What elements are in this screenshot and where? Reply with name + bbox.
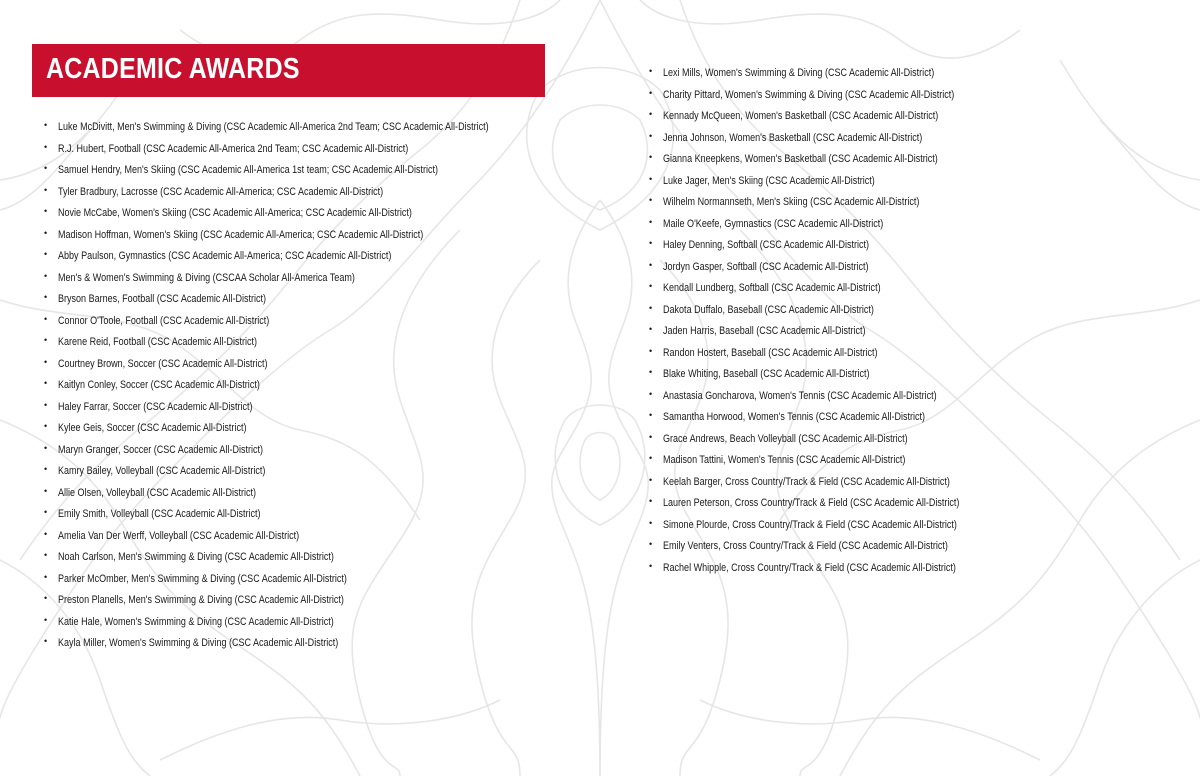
award-list-item bbox=[649, 470, 1024, 492]
awards-list-left-column bbox=[44, 115, 583, 653]
award-entry-text: Kamry Bailey, Volleyball (CSC Academic All-District) bbox=[58, 465, 266, 477]
bullet-icon: • bbox=[44, 399, 48, 410]
award-list-item bbox=[44, 223, 583, 245]
bullet-icon: • bbox=[649, 66, 653, 76]
award-list-item bbox=[649, 362, 1024, 384]
award-list-item bbox=[649, 169, 1024, 191]
award-list-item bbox=[649, 427, 1024, 449]
award-entry-text: Wilhelm Normannseth, Men's Skiing (CSC Academic All-District) bbox=[663, 196, 920, 208]
bullet-icon: • bbox=[649, 367, 653, 377]
award-list-item bbox=[649, 448, 1024, 470]
award-entry-text: Courtney Brown, Soccer (CSC Academic All-District) bbox=[58, 357, 268, 370]
bullet-icon: • bbox=[649, 302, 653, 313]
award-list-item bbox=[44, 352, 583, 374]
bullet-icon: • bbox=[649, 130, 653, 141]
award-list-item bbox=[44, 502, 583, 524]
award-list-item bbox=[44, 395, 583, 417]
bullet-icon: • bbox=[649, 324, 653, 334]
award-list-item bbox=[649, 513, 1024, 535]
award-list-item bbox=[649, 341, 1024, 363]
bullet-icon: • bbox=[649, 539, 653, 549]
bullet-icon: • bbox=[649, 109, 653, 119]
award-list-item bbox=[649, 491, 1024, 513]
award-entry-text: Noah Carlson, Men's Swimming & Diving (CSC Academic All-District) bbox=[58, 551, 334, 563]
bullet-icon: • bbox=[649, 87, 653, 98]
award-entry-text: Maryn Granger, Soccer (CSC Academic All-District) bbox=[58, 443, 264, 456]
bullet-icon: • bbox=[44, 141, 48, 152]
award-entry-text: Madison Tattini, Women's Tennis (CSC Academic All-District) bbox=[663, 454, 906, 466]
award-entry-text: Abby Paulson, Gymnastics (CSC Academic All-America; CSC Academic All-District) bbox=[58, 250, 392, 262]
award-entry-text: Samuel Hendry, Men's Skiing (CSC Academic All-America 1st team; CSC Academic All-District) bbox=[58, 164, 439, 176]
bullet-icon: • bbox=[44, 313, 48, 324]
award-entry-text: Kaitlyn Conley, Soccer (CSC Academic All-District) bbox=[58, 379, 260, 391]
award-entry-text: Jaden Harris, Baseball (CSC Academic All-District) bbox=[663, 325, 866, 337]
award-entry-text: Emily Smith, Volleyball (CSC Academic All-District) bbox=[58, 508, 261, 520]
award-entry-text: Keelah Barger, Cross Country/Track & Field (CSC Academic All-District) bbox=[663, 475, 950, 488]
bullet-icon: • bbox=[44, 120, 48, 130]
bullet-icon: • bbox=[44, 614, 48, 625]
award-entry-text: Rachel Whipple, Cross Country/Track & Field (CSC Academic All-District) bbox=[663, 561, 956, 574]
award-list-item bbox=[44, 416, 583, 438]
bullet-icon: • bbox=[649, 238, 653, 248]
award-list-item bbox=[44, 524, 583, 546]
bullet-icon: • bbox=[44, 184, 48, 195]
award-list-item bbox=[44, 201, 583, 223]
bullet-icon: • bbox=[44, 356, 48, 367]
bullet-icon: • bbox=[44, 292, 48, 302]
award-list-item bbox=[649, 104, 1024, 126]
award-entry-text: Katie Hale, Women's Swimming & Diving (CSC Academic All-District) bbox=[58, 615, 334, 628]
award-list-item bbox=[649, 190, 1024, 212]
award-entry-text: Preston Planells, Men's Swimming & Diving (CSC Academic All-District) bbox=[58, 594, 344, 606]
bullet-icon: • bbox=[649, 453, 653, 463]
award-list-item bbox=[44, 287, 583, 309]
award-list-item bbox=[44, 567, 583, 589]
award-list-item bbox=[649, 83, 1024, 105]
award-entry-text: Grace Andrews, Beach Volleyball (CSC Academic All-District) bbox=[663, 432, 908, 445]
award-entry-text: Bryson Barnes, Football (CSC Academic All-District) bbox=[58, 293, 267, 305]
award-entry-text: Allie Olsen, Volleyball (CSC Academic All-District) bbox=[58, 486, 257, 499]
bullet-icon: • bbox=[649, 410, 653, 420]
award-list-item bbox=[44, 373, 583, 395]
award-list-item bbox=[44, 459, 583, 481]
award-list-item bbox=[649, 233, 1024, 255]
award-entry-text: Kendall Lundberg, Softball (CSC Academic All-District) bbox=[663, 282, 881, 294]
award-entry-text: R.J. Hubert, Football (CSC Academic All-America 2nd Team; CSC Academic All-District) bbox=[58, 142, 409, 155]
bullet-icon: • bbox=[649, 259, 653, 270]
award-entry-text: Blake Whiting, Baseball (CSC Academic All-District) bbox=[663, 368, 870, 380]
bullet-icon: • bbox=[44, 571, 48, 582]
award-list-item bbox=[649, 212, 1024, 234]
award-entry-text: Amelia Van Der Werff, Volleyball (CSC Academic All-District) bbox=[58, 529, 300, 542]
bullet-icon: • bbox=[649, 474, 653, 485]
award-entry-text: Kennady McQueen, Women's Basketball (CSC Academic All-District) bbox=[663, 110, 939, 122]
award-list-item bbox=[649, 534, 1024, 556]
award-list-item bbox=[44, 631, 583, 653]
award-entry-text: Randon Hostert, Baseball (CSC Academic All-District) bbox=[663, 346, 878, 359]
title-banner bbox=[32, 44, 545, 97]
bullet-icon: • bbox=[649, 152, 653, 162]
bullet-icon: • bbox=[44, 593, 48, 603]
award-list-item bbox=[44, 610, 583, 632]
bullet-icon: • bbox=[44, 270, 48, 281]
bullet-icon: • bbox=[44, 442, 48, 453]
award-entry-text: Parker McOmber, Men's Swimming & Diving (CSC Academic All-District) bbox=[58, 572, 347, 585]
award-list-item bbox=[44, 438, 583, 460]
bullet-icon: • bbox=[44, 636, 48, 646]
award-list-item bbox=[44, 545, 583, 567]
bullet-icon: • bbox=[44, 206, 48, 216]
awards-list-right-column bbox=[649, 61, 1024, 577]
award-list-item bbox=[649, 126, 1024, 148]
award-entry-text: Simone Plourde, Cross Country/Track & Field (CSC Academic All-District) bbox=[663, 518, 957, 531]
award-entry-text: Haley Farrar, Soccer (CSC Academic All-District) bbox=[58, 400, 253, 413]
bullet-icon: • bbox=[649, 281, 653, 291]
bullet-icon: • bbox=[44, 163, 48, 173]
award-entry-text: Samantha Horwood, Women's Tennis (CSC Academic All-District) bbox=[663, 411, 926, 423]
bullet-icon: • bbox=[649, 431, 653, 442]
bullet-icon: • bbox=[44, 378, 48, 388]
bullet-icon: • bbox=[649, 560, 653, 571]
award-list-item bbox=[44, 309, 583, 331]
award-entry-text: Charity Pittard, Women's Swimming & Diving (CSC Academic All-District) bbox=[663, 88, 955, 101]
award-entry-text: Gianna Kneepkens, Women's Basketball (CSC Academic All-District) bbox=[663, 153, 938, 165]
award-entry-text: Luke Jager, Men's Skiing (CSC Academic All-District) bbox=[663, 174, 875, 187]
award-entry-text: Anastasia Goncharova, Women's Tennis (CSC Academic All-District) bbox=[663, 389, 937, 402]
award-entry-text: Haley Denning, Softball (CSC Academic All-District) bbox=[663, 239, 870, 251]
award-entry-text: Maile O'Keefe, Gymnastics (CSC Academic All-District) bbox=[663, 217, 884, 230]
award-entry-text: Kylee Geis, Soccer (CSC Academic All-District) bbox=[58, 422, 247, 434]
award-list-item bbox=[44, 330, 583, 352]
award-entry-text: Emily Venters, Cross Country/Track & Field (CSC Academic All-District) bbox=[663, 540, 948, 552]
bullet-icon: • bbox=[649, 517, 653, 528]
award-list-item bbox=[44, 588, 583, 610]
bullet-icon: • bbox=[44, 528, 48, 539]
bullet-icon: • bbox=[44, 335, 48, 345]
bullet-icon: • bbox=[44, 249, 48, 259]
award-entry-text: Jenna Johnson, Women's Basketball (CSC Academic All-District) bbox=[663, 131, 923, 144]
award-list-item bbox=[44, 158, 583, 180]
award-list-item bbox=[649, 147, 1024, 169]
bullet-icon: • bbox=[44, 550, 48, 560]
page-title: ACADEMIC AWARDS bbox=[46, 53, 300, 85]
award-list-item bbox=[44, 137, 583, 159]
award-list-item bbox=[44, 481, 583, 503]
award-entry-text: Men's & Women's Swimming & Diving (CSCAA Scholar All-America Team) bbox=[58, 271, 355, 284]
award-entry-text: Jordyn Gasper, Softball (CSC Academic All-District) bbox=[663, 260, 869, 273]
bullet-icon: • bbox=[44, 227, 48, 238]
award-list-item bbox=[649, 384, 1024, 406]
award-entry-text: Lexi Mills, Women's Swimming & Diving (CSC Academic All-District) bbox=[663, 67, 935, 79]
bullet-icon: • bbox=[649, 345, 653, 356]
bullet-icon: • bbox=[44, 507, 48, 517]
award-entry-text: Karene Reid, Football (CSC Academic All-District) bbox=[58, 336, 258, 348]
bullet-icon: • bbox=[44, 421, 48, 431]
bullet-icon: • bbox=[44, 485, 48, 496]
bullet-icon: • bbox=[649, 173, 653, 184]
award-entry-text: Luke McDivitt, Men's Swimming & Diving (CSC Academic All-America 2nd Team; CSC Academic All-District) bbox=[58, 121, 489, 133]
award-entry-text: Connor O'Toole, Football (CSC Academic All-District) bbox=[58, 314, 270, 327]
award-list-item bbox=[44, 115, 583, 137]
award-list-item bbox=[649, 298, 1024, 320]
bullet-icon: • bbox=[649, 195, 653, 205]
award-entry-text: Madison Hoffman, Women's Skiing (CSC Academic All-America; CSC Academic All-District) bbox=[58, 228, 424, 241]
award-list-item bbox=[649, 276, 1024, 298]
award-entry-text: Kayla Miller, Women's Swimming & Diving (CSC Academic All-District) bbox=[58, 637, 339, 649]
award-list-item bbox=[649, 61, 1024, 83]
award-entry-text: Dakota Duffalo, Baseball (CSC Academic All-District) bbox=[663, 303, 874, 316]
award-entry-text: Lauren Peterson, Cross Country/Track & Field (CSC Academic All-District) bbox=[663, 497, 960, 509]
award-list-item bbox=[44, 266, 583, 288]
award-entry-text: Novie McCabe, Women's Skiing (CSC Academic All-America; CSC Academic All-District) bbox=[58, 207, 412, 219]
bullet-icon: • bbox=[649, 216, 653, 227]
award-list-item bbox=[44, 180, 583, 202]
award-list-item bbox=[649, 405, 1024, 427]
bullet-icon: • bbox=[649, 496, 653, 506]
bullet-icon: • bbox=[649, 388, 653, 399]
award-list-item bbox=[649, 556, 1024, 578]
award-list-item bbox=[44, 244, 583, 266]
award-entry-text: Tyler Bradbury, Lacrosse (CSC Academic All-America; CSC Academic All-District) bbox=[58, 185, 384, 198]
award-list-item bbox=[649, 255, 1024, 277]
bullet-icon: • bbox=[44, 464, 48, 474]
award-list-item bbox=[649, 319, 1024, 341]
